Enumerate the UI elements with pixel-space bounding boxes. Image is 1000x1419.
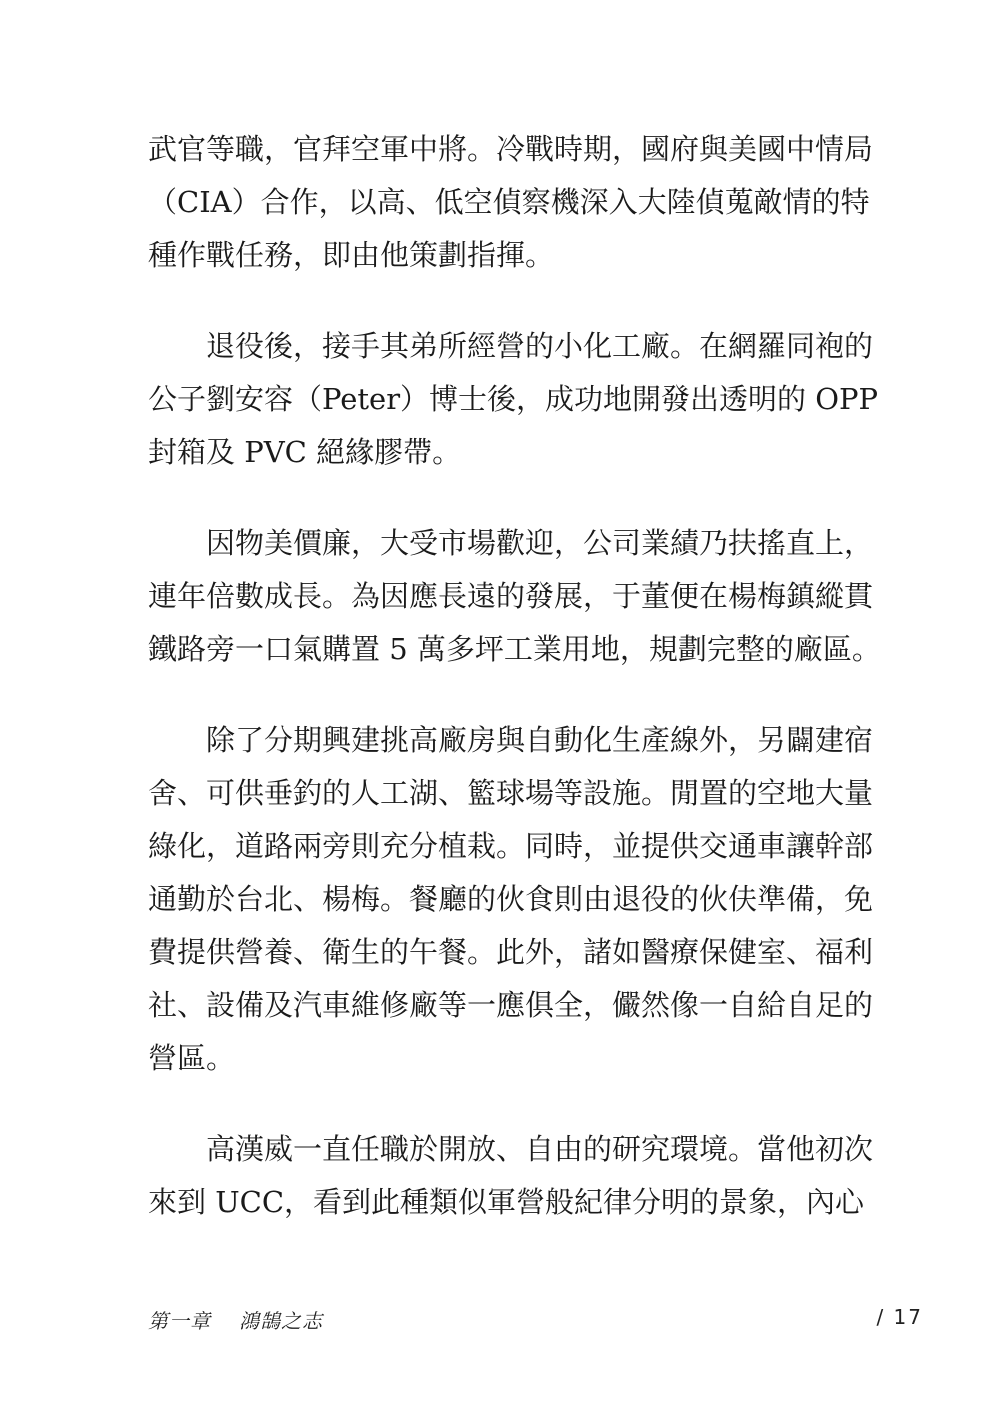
page-footer xyxy=(148,1305,923,1339)
chapter-title: 鴻鵠之志 xyxy=(239,1309,323,1333)
text-line: 除了分期興建挑高廠房與自動化生產線外，另闢建宿 xyxy=(206,723,874,757)
paragraph-2 xyxy=(148,320,879,479)
text-line: 來到 UCC，看到此種類似軍營般紀律分明的景象，內心 xyxy=(148,1185,865,1219)
page-number: / 17 xyxy=(876,1305,923,1329)
running-footer-chapter xyxy=(148,1305,323,1334)
text-line: 連年倍數成長。為因應長遠的發展，于董便在楊梅鎮縱貫 xyxy=(148,579,874,613)
text-line: 通勤於台北、楊梅。餐廳的伙食則由退役的伙伕準備，免 xyxy=(148,882,874,916)
paragraph-3 xyxy=(148,517,881,676)
text-line: 高漢威一直任職於開放、自由的研究環境。當他初次 xyxy=(206,1132,874,1166)
text-line: 費提供營養、衛生的午餐。此外，諸如醫療保健室、福利 xyxy=(148,935,874,969)
page-body xyxy=(148,123,881,1267)
text-line: 綠化，道路兩旁則充分植栽。同時，並提供交通車讓幹部 xyxy=(148,829,874,863)
paragraph-5 xyxy=(148,1123,874,1229)
text-line: 種作戰任務，即由他策劃指揮。 xyxy=(148,238,555,272)
text-line: 社、設備及汽車維修廠等一應俱全，儼然像一自給自足的 xyxy=(148,988,874,1022)
paragraph-1 xyxy=(148,123,874,282)
text-line: 封箱及 PVC 絕緣膠帶。 xyxy=(148,435,462,469)
text-line: 因物美價廉，大受市場歡迎，公司業績乃扶搖直上， xyxy=(206,526,874,560)
text-line: 舍、可供垂釣的人工湖、籃球場等設施。閒置的空地大量 xyxy=(148,776,874,810)
chapter-label: 第一章 xyxy=(148,1309,211,1333)
paragraph-4 xyxy=(148,714,874,1085)
text-line: （CIA）合作，以高、低空偵察機深入大陸偵蒐敵情的特 xyxy=(148,185,870,219)
text-line: 鐵路旁一口氣購置 5 萬多坪工業用地，規劃完整的廠區。 xyxy=(148,632,881,666)
text-line: 營區。 xyxy=(148,1041,236,1075)
text-line: 退役後，接手其弟所經營的小化工廠。在網羅同袍的 xyxy=(206,329,874,363)
text-line: 公子劉安容（Peter）博士後，成功地開發出透明的 OPP xyxy=(148,382,879,416)
text-line: 武官等職，官拜空軍中將。冷戰時期，國府與美國中情局 xyxy=(148,132,874,166)
